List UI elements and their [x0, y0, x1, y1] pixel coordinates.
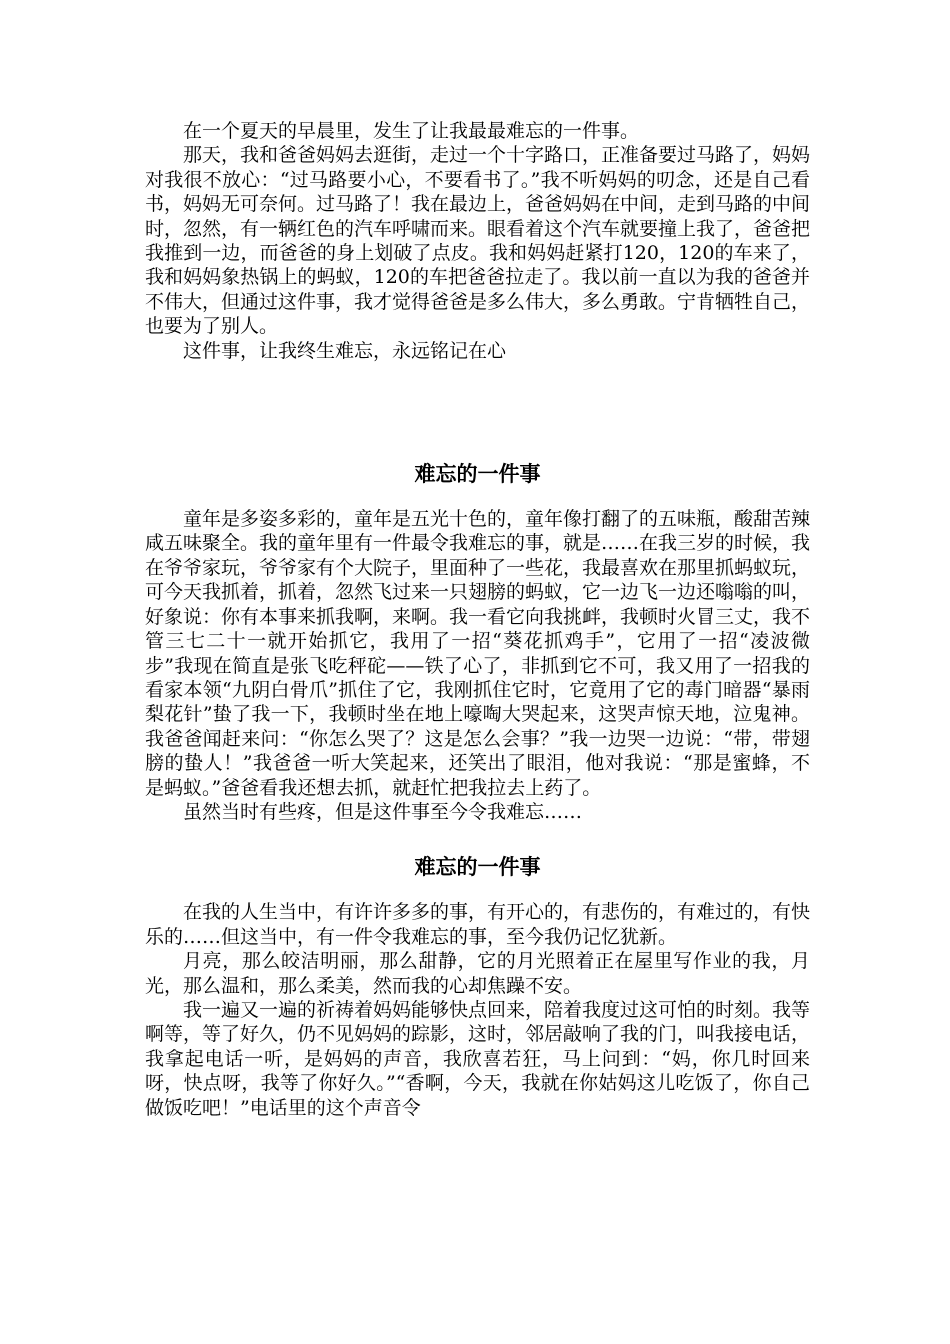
paragraph: 那天，我和爸爸妈妈去逛街，走过一个十字路口，正准备要过马路了，妈妈对我很不放心：“过马路要小心，不要看书了。”我不听妈妈的叨念，还是自己看书，妈妈无可奈何。过马路了！我在最边上，爸爸妈妈在中间，走到马路的中间时，忽然，有一辆红色的汽车呼啸而来。眼看着这个汽车就要撞上我了，爸爸把我推到一边，而爸爸的身上划破了点皮。我和妈妈赶紧打120，120的车来了，我和妈妈象热锅上的蚂蚁，120的车把爸爸拉走了。我以前一直以为我的爸爸并不伟大，但通过这件事，我才觉得爸爸是多么伟大，多么勇敢。宁肯牺牲自己，也要为了别人。	[145, 144, 811, 338]
essay-section-3	[145, 852, 810, 1120]
essay-section-2	[145, 459, 810, 824]
paragraph: 在我的人生当中，有许许多多的事，有开心的，有悲伤的，有难过的，有快乐的……但这当中，有一件令我难忘的事，至今我仍记忆犹新。	[145, 901, 811, 948]
section-title: 难忘的一件事	[414, 855, 541, 880]
essay-section-1	[145, 119, 810, 363]
paragraph: 月亮，那么皎洁明丽，那么甜静，它的月光照着正在屋里写作业的我，月光，那么温和，那么柔美，然而我的心却焦躁不安。	[145, 950, 810, 997]
paragraph: 我一遍又一遍的祈祷着妈妈能够快点回来，陪着我度过这可怕的时刻。我等啊等，等了好久，仍不见妈妈的踪影，这时，邻居敲响了我的门，叫我接电话，我拿起电话一听，是妈妈的声音，我欣喜若狂，马上问到：“妈，你几时回来呀，快点呀，我等了你好久。”“香啊，今天，我就在你姑妈这儿吃饭了，你自己做饭吃吧！”电话里的这个声音令	[145, 998, 811, 1119]
paragraph: 虽然当时有些疼，但是这件事至今令我难忘……	[183, 800, 583, 823]
paragraph: 童年是多姿多彩的，童年是五光十色的，童年像打翻了的五味瓶，酸甜苦辣咸五味聚全。我的童年里有一件最令我难忘的事，就是……在我三岁的时候，我在爷爷家玩，爷爷家有个大院子，里面种了一些花，我最喜欢在那里抓蚂蚁玩，可今天我抓着，抓着，忽然飞过来一只翅膀的蚂蚁，它一边飞一边还嗡嗡的叫，好象说：你有本事来抓我啊，来啊。我一看它向我挑衅，我顿时火冒三丈，我不管三七二十一就开始抓它，我用了一招“葵花抓鸡手”，它用了一招“凌波微步”我现在简直是张飞吃秤砣——铁了心了，非抓到它不可，我又用了一招我的看家本领“九阴白骨爪”抓住了它，我刚抓住它时，它竟用了它的毒门暗器“暴雨梨花针”蛰了我一下，我顿时坐在地上嚎啕大哭起来，这哭声惊天地，泣鬼神。我爸爸闻赶来问：“你怎么哭了？这是怎么会事？”我一边哭一边说：“带，带翅膀的蛰人！”我爸爸一听大笑起来，还笑出了眼泪，他对我说：“那是蜜蜂，不是蚂蚁。”爸爸看我还想去抓，就赶忙把我拉去上药了。	[145, 508, 811, 799]
document-page	[145, 119, 810, 1120]
paragraph: 这件事，让我终生难忘，永远铭记在心	[183, 339, 507, 362]
section-title: 难忘的一件事	[414, 462, 541, 487]
paragraph: 在一个夏天的早晨里，发生了让我最最难忘的一件事。	[183, 120, 640, 142]
